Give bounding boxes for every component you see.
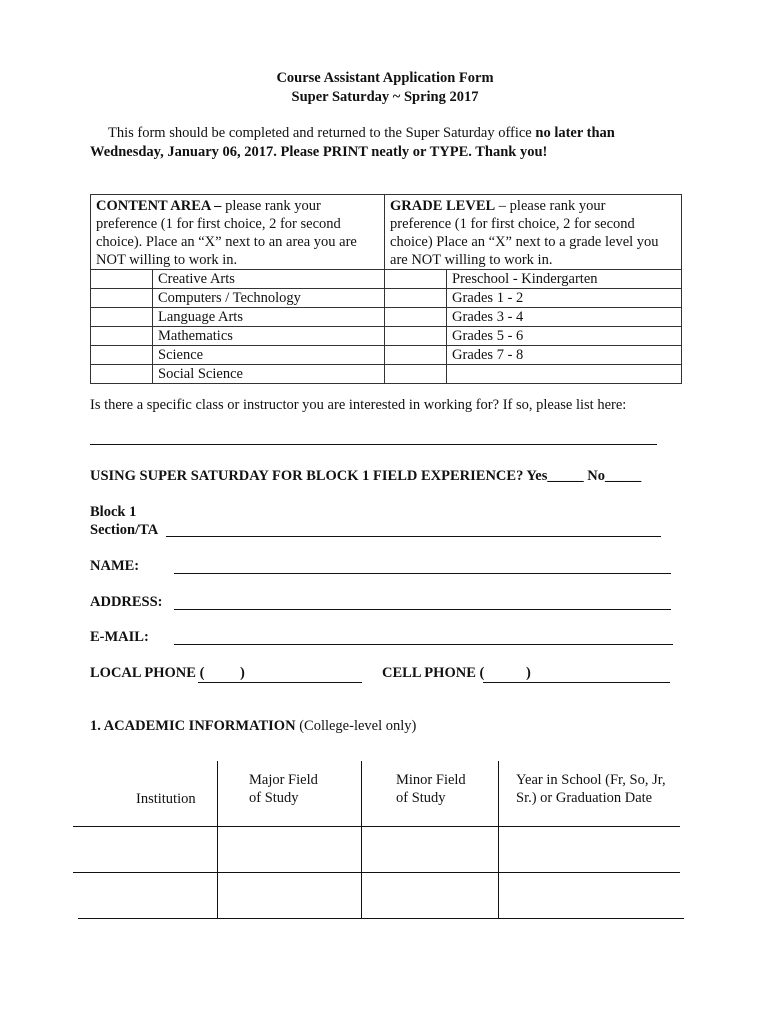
cell-phone-line[interactable] (483, 682, 670, 683)
academic-divider-1 (217, 761, 218, 919)
academic-row-line-3[interactable] (78, 918, 684, 919)
local-phone-paren-close: ) (240, 665, 245, 681)
content-item-science: Science (153, 346, 385, 365)
name-label: NAME: (90, 558, 140, 574)
content-rank-box-language-arts[interactable] (91, 308, 153, 327)
grade-item-grades-3-4: Grades 3 - 4 (447, 308, 682, 327)
grade-item-grades-7-8: Grades 7 - 8 (447, 346, 682, 365)
academic-col-institution: Institution (136, 791, 196, 807)
academic-row-line-2[interactable] (73, 872, 680, 873)
intro-deadline-date: Wednesday, January 06, 2017. Please PRINT neatly or TYPE. Thank you! (90, 144, 548, 160)
specific-class-answer-line[interactable] (90, 444, 657, 445)
name-line[interactable] (174, 573, 671, 574)
academic-info-heading: 1. ACADEMIC INFORMATION (College-level only) (90, 718, 417, 734)
grade-rank-box-grades-7-8[interactable] (385, 346, 447, 365)
grade-rank-box-grades-5-6[interactable] (385, 327, 447, 346)
specific-class-question: Is there a specific class or instructor you are interested in working for? If so, please list here: (90, 397, 627, 413)
academic-divider-2 (361, 761, 362, 919)
email-label: E-MAIL: (90, 629, 149, 645)
preference-table (90, 194, 682, 384)
academic-col-year: Year in School (Fr, So, Jr, Sr.) or Graduation Date (516, 772, 666, 806)
intro-deadline-label: no later than (535, 125, 615, 141)
form-subtitle: Super Saturday ~ Spring 2017 (291, 89, 479, 105)
cell-phone-paren-close: ) (526, 665, 531, 681)
content-item-language-arts: Language Arts (153, 308, 385, 327)
content-rank-box-science[interactable] (91, 346, 153, 365)
grade-rank-box-grades-3-4[interactable] (385, 308, 447, 327)
content-item-mathematics: Mathematics (153, 327, 385, 346)
address-line[interactable] (174, 609, 671, 610)
cell-phone-label: CELL PHONE ( (382, 665, 485, 681)
grade-item-preschool: Preschool - Kindergarten (447, 270, 682, 289)
grade-rank-box-grades-1-2[interactable] (385, 289, 447, 308)
block1-label: Block 1 (90, 504, 137, 520)
content-rank-box-creative-arts[interactable] (91, 270, 153, 289)
grade-item-grades-1-2: Grades 1 - 2 (447, 289, 682, 308)
content-rank-box-computers[interactable] (91, 289, 153, 308)
local-phone-line[interactable] (198, 682, 362, 683)
section-ta-line[interactable] (166, 536, 661, 537)
form-title: Course Assistant Application Form (276, 70, 494, 86)
grade-item-grades-5-6: Grades 5 - 6 (447, 327, 682, 346)
address-label: ADDRESS: (90, 594, 163, 610)
grade-item-empty (447, 365, 682, 384)
academic-divider-3 (498, 761, 499, 919)
academic-col-major: Major Field of Study (249, 772, 318, 806)
email-line[interactable] (174, 644, 673, 645)
academic-col-minor: Minor Field of Study (396, 772, 466, 806)
block1-field-experience-question[interactable]: USING SUPER SATURDAY FOR BLOCK 1 FIELD EXPERIENCE? Yes_____ No_____ (90, 468, 642, 484)
content-item-computers: Computers / Technology (153, 289, 385, 308)
grade-rank-box-empty (385, 365, 447, 384)
academic-row-line-1 (73, 826, 680, 827)
content-rank-box-social-science[interactable] (91, 365, 153, 384)
intro-paragraph (90, 124, 690, 162)
intro-text: This form should be completed and returned to the Super Saturday office (108, 125, 536, 141)
content-item-social-science: Social Science (153, 365, 385, 384)
content-rank-box-mathematics[interactable] (91, 327, 153, 346)
section-ta-label: Section/TA (90, 522, 159, 538)
content-item-creative-arts: Creative Arts (153, 270, 385, 289)
grade-rank-box-preschool[interactable] (385, 270, 447, 289)
local-phone-label: LOCAL PHONE ( (90, 665, 205, 681)
grade-level-header: GRADE LEVEL – please rank your preference (1 for first choice, 2 for second choice) Place an “X” next to a grade level you are NOT willing to work in. (385, 195, 682, 270)
content-area-header: CONTENT AREA – please rank your preference (1 for first choice, 2 for second choice). Place an “X” next to an area you are NOT willing to work in. (91, 195, 385, 270)
